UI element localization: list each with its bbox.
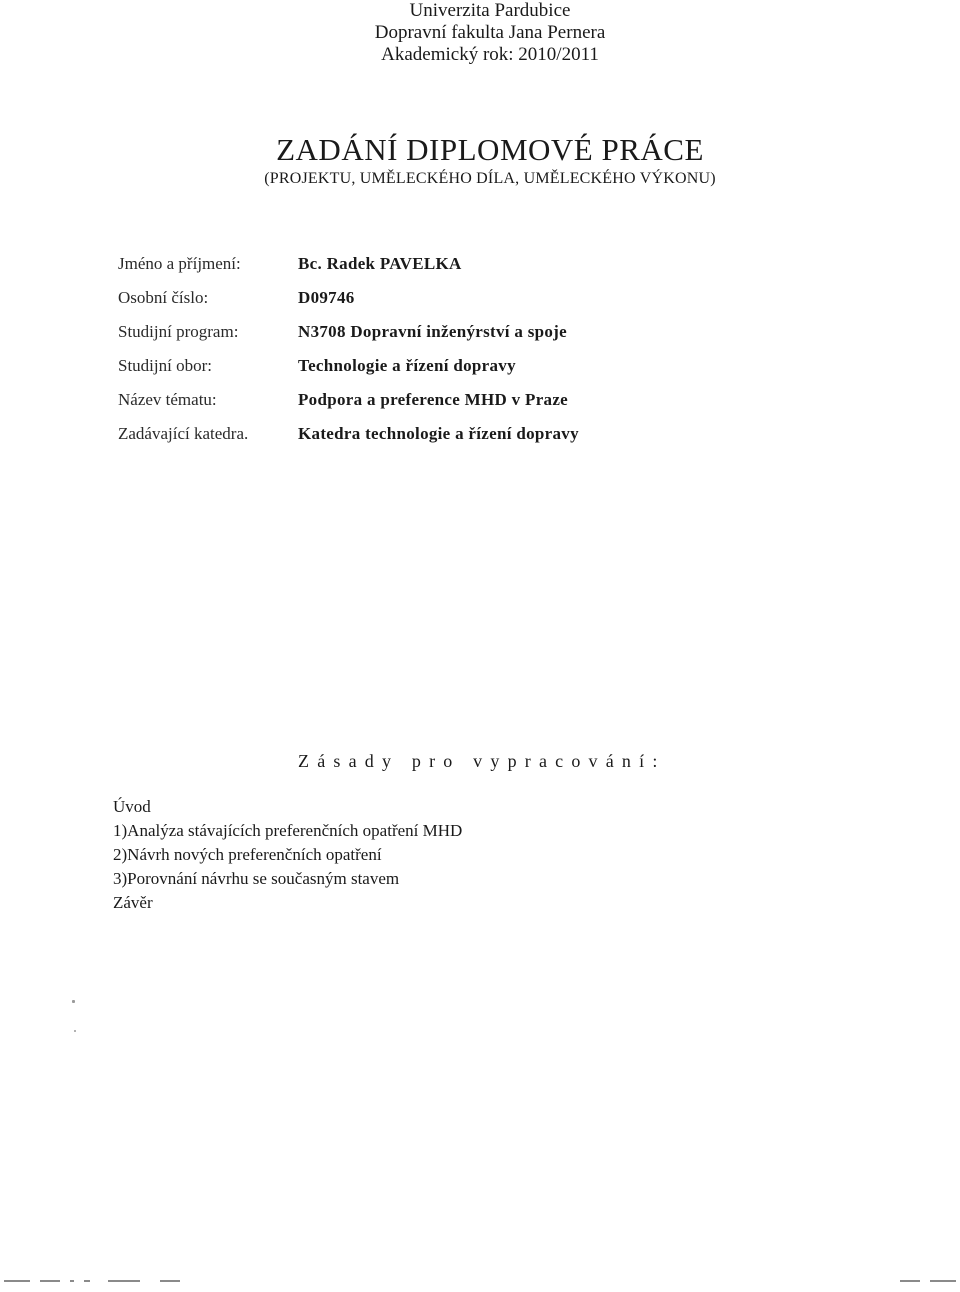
field-label: Osobní číslo: [118,288,209,307]
field-row-personal-number [118,284,878,318]
field-row-study-field [118,352,878,386]
university-name: Univerzita Pardubice [409,0,571,21]
field-value: Katedra technologie a řízení dopravy [298,424,579,443]
academic-year: Akademický rok: 2010/2011 [381,44,599,65]
field-label: Studijní program: [118,322,239,341]
outline-item: 1)Analýza stávajících preferenčních opatření MHD [113,821,463,840]
field-value: Technologie a řízení dopravy [298,356,516,375]
thesis-outline [113,795,462,915]
scan-speck [72,1000,75,1003]
field-label: Studijní obor: [118,356,212,375]
outline-item: Závěr [113,893,153,912]
field-label: Jméno a příjmení: [118,254,241,273]
field-row-department [118,420,878,454]
field-label: Zadávající katedra. [118,424,249,443]
scan-edge-artifact [0,1278,960,1284]
document-header [0,0,960,66]
title-block [0,132,960,190]
scan-speck [74,1030,76,1032]
page-title: ZADÁNÍ DIPLOMOVÉ PRÁCE [276,132,704,167]
outline-item: 3)Porovnání návrhu se současným stavem [113,869,400,888]
field-value: Podpora a preference MHD v Praze [298,390,569,409]
outline-item: Úvod [113,797,151,816]
outline-item: 2)Návrh nových preferenčních opatření [113,845,382,864]
page-subtitle: (PROJEKTU, UMĚLECKÉHO DÍLA, UMĚLECKÉHO VÝKONU) [264,170,716,187]
field-label: Název tématu: [118,390,217,409]
faculty-name: Dopravní fakulta Jana Pernera [374,22,606,43]
field-value: N3708 Dopravní inženýrství a spoje [298,322,567,341]
student-info-fields [118,250,878,454]
field-row-study-program [118,318,878,352]
field-row-name [118,250,878,284]
field-value: D09746 [298,288,355,307]
field-row-topic [118,386,878,420]
field-value: Bc. Radek PAVELKA [298,254,462,273]
guidelines-heading: Zásady pro vypracování: [298,751,666,771]
